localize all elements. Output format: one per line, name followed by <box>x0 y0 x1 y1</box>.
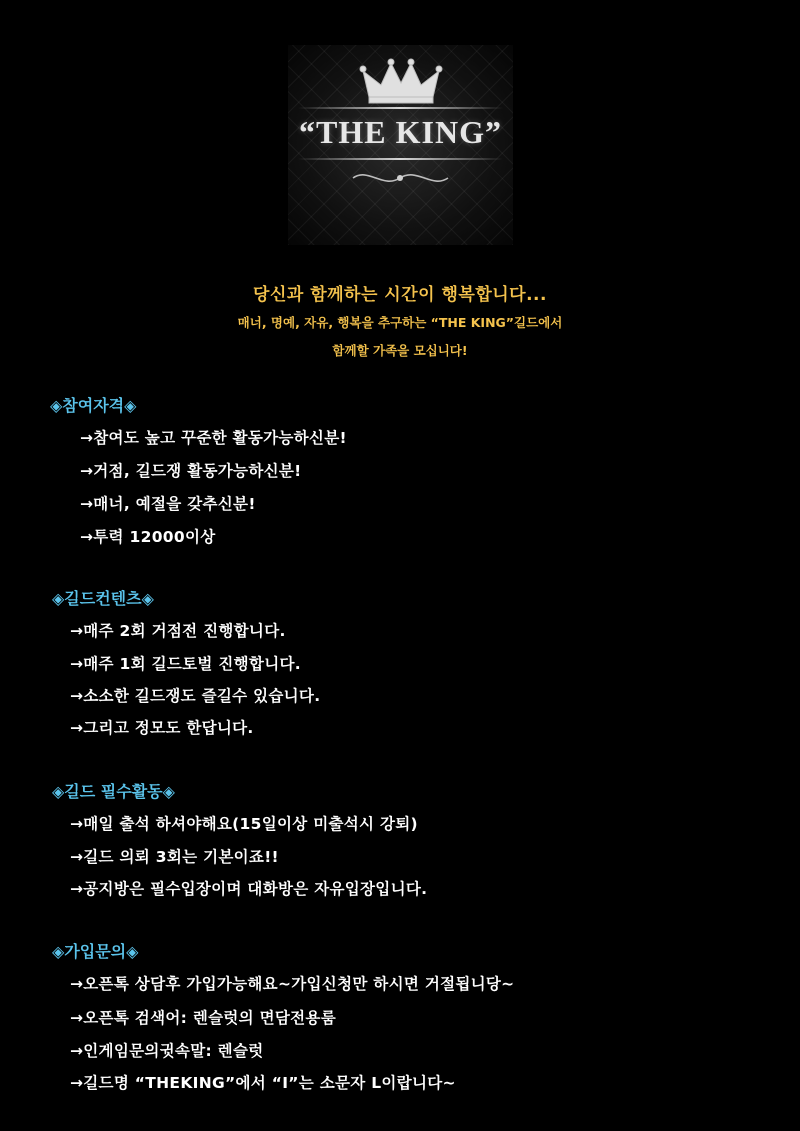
header-subtitle-1: 매너, 명예, 자유, 행복을 추구하는 “THE KING”길드에서 <box>237 315 563 330</box>
the-king-logo <box>288 45 513 245</box>
header-subtitle-2: 함께할 가족을 모십니다! <box>332 343 468 358</box>
crown-icon <box>355 57 447 105</box>
required-activity-item: →매일 출석 하셔야해요(15일이상 미출석시 강퇴) <box>70 815 418 833</box>
eligibility-item: →투력 12000이상 <box>80 528 216 546</box>
logo-top-rule <box>298 107 503 109</box>
eligibility-item: →매너, 예절을 갖추신분! <box>80 495 256 513</box>
section-title-required-activities: ◈길드 필수활동◈ <box>52 782 175 801</box>
eligibility-item: →거점, 길드쟁 활동가능하신분! <box>80 462 302 480</box>
header-tagline: 당신과 함께하는 시간이 행복합니다... <box>253 285 547 305</box>
section-title-eligibility: ◈참여자격◈ <box>50 396 137 415</box>
guild-content-item: →매주 2회 거점전 진행합니다. <box>70 622 286 640</box>
join-inquiry-item: →오픈톡 검색어: 렌슬럿의 면담전용룸 <box>70 1009 336 1027</box>
guild-content-item: →소소한 길드쟁도 즐길수 있습니다. <box>70 687 321 705</box>
required-activity-item: →공지방은 필수입장이며 대화방은 자유입장입니다. <box>70 880 428 898</box>
join-inquiry-item: →인게임문의귓속말: 렌슬럿 <box>70 1042 264 1060</box>
logo-bottom-rule <box>298 158 503 160</box>
logo-title: “THE KING” <box>299 114 502 150</box>
eligibility-item: →참여도 높고 꾸준한 활동가능하신분! <box>80 429 347 447</box>
guild-content-item: →매주 1회 길드토벌 진행합니다. <box>70 655 301 673</box>
required-activity-item: →길드 의뢰 3회는 기본이죠!! <box>70 848 279 866</box>
join-inquiry-item: →오픈톡 상담후 가입가능해요~가입신청만 하시면 거절됩니당~ <box>70 975 515 993</box>
join-inquiry-item: →길드명 “THEKING”에서 “I”는 소문자 L이랍니다~ <box>70 1074 456 1092</box>
section-title-join-inquiry: ◈가입문의◈ <box>52 942 139 961</box>
section-title-guild-content: ◈길드컨텐츠◈ <box>52 589 154 608</box>
guild-content-item: →그리고 정모도 한답니다. <box>70 719 254 737</box>
flourish-ornament-icon <box>348 167 453 189</box>
